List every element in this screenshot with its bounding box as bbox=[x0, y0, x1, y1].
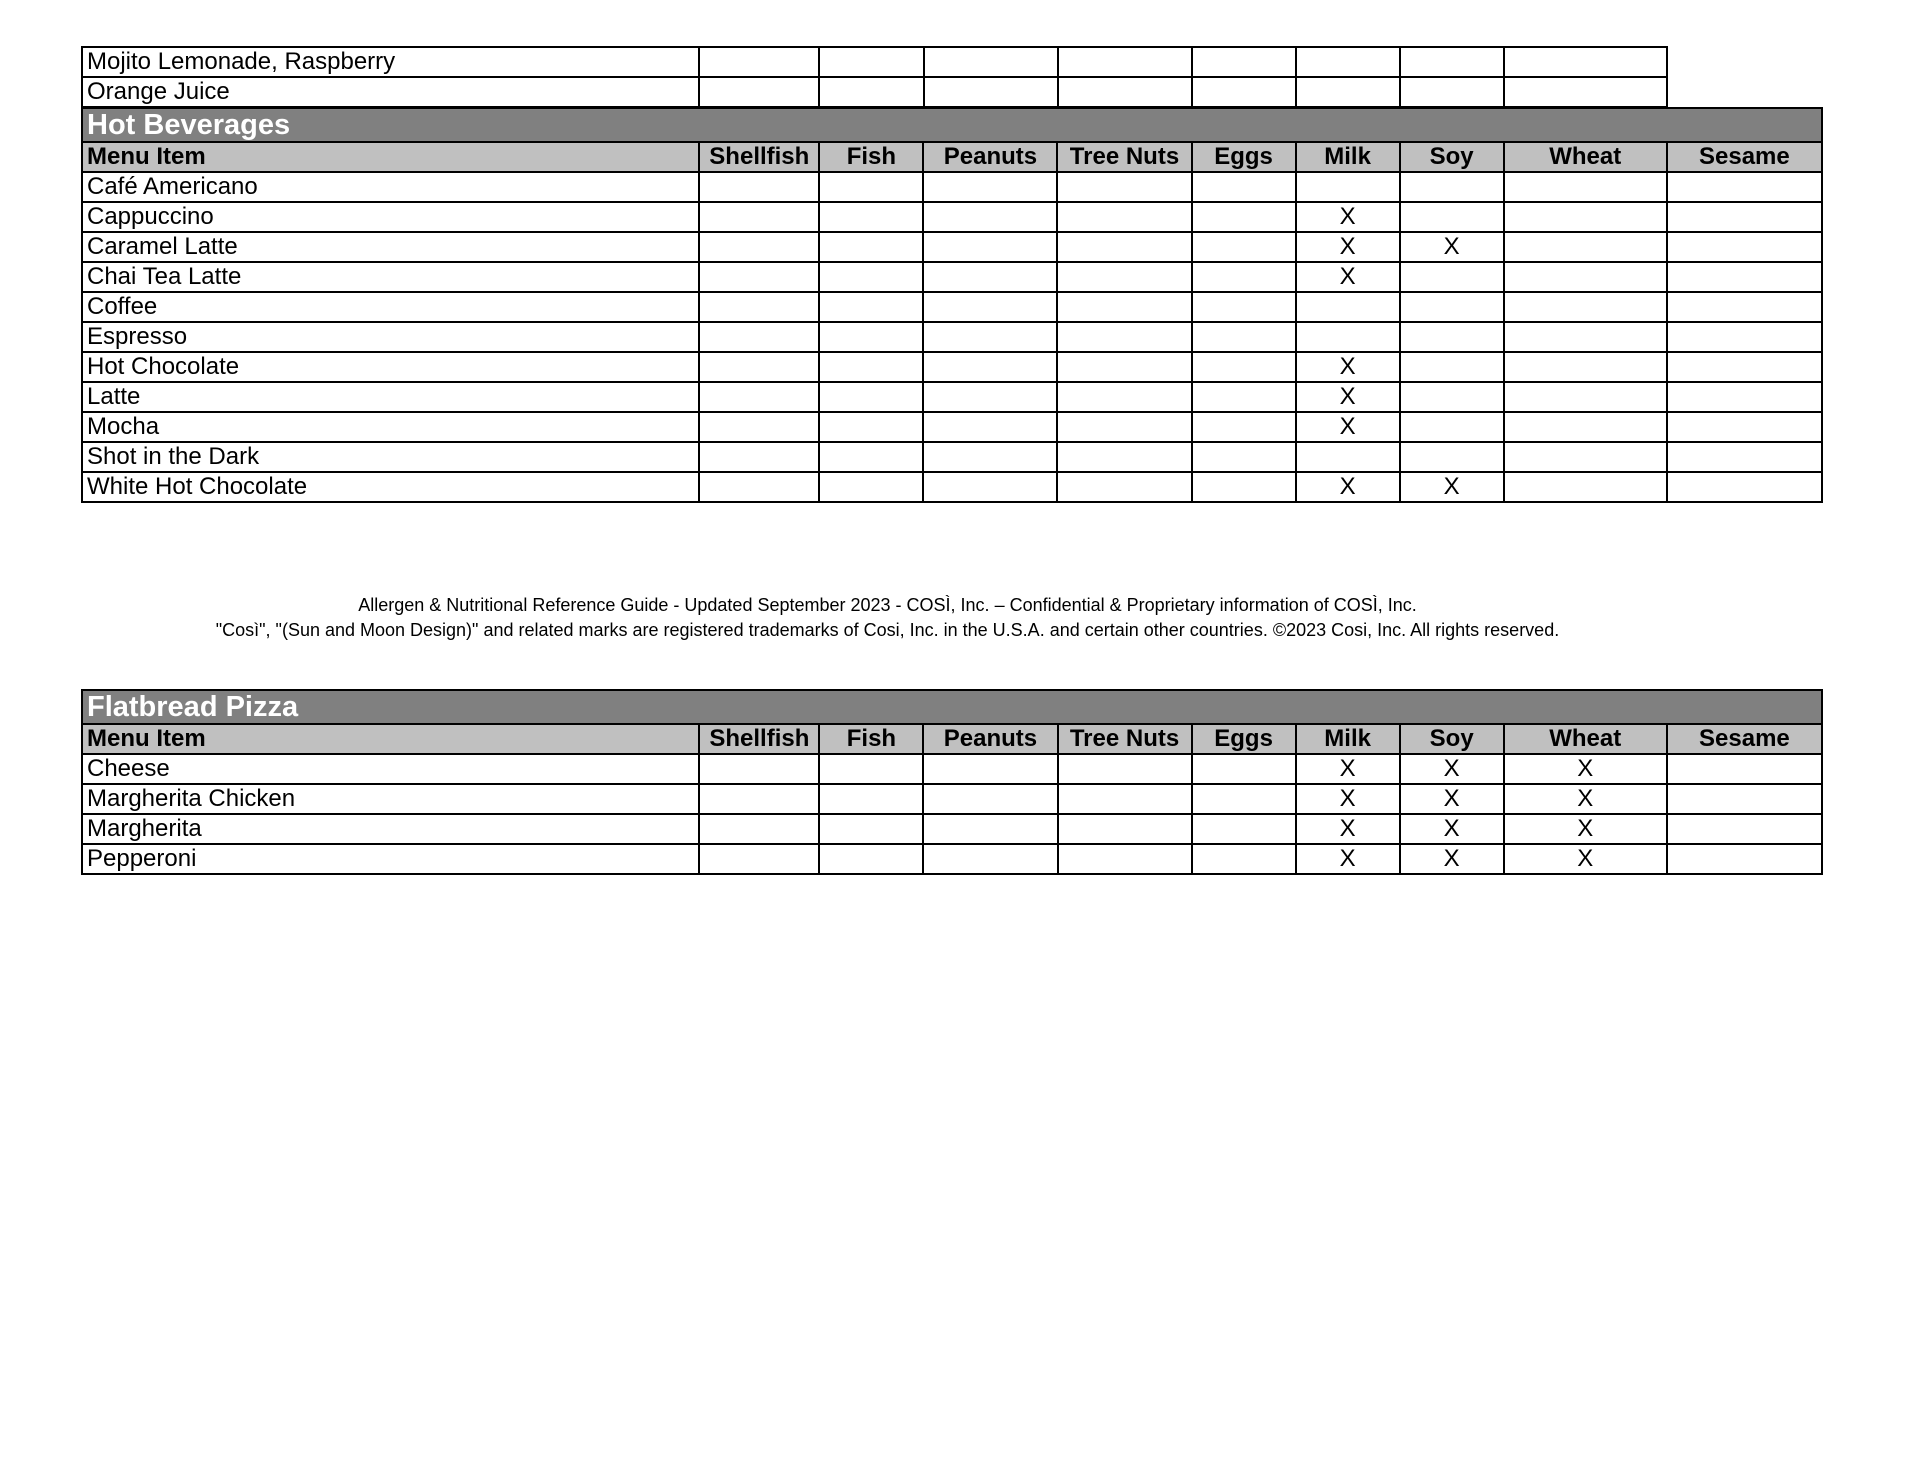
allergen-cell bbox=[1192, 442, 1296, 472]
allergen-cell bbox=[1400, 352, 1504, 382]
table-row bbox=[82, 322, 1822, 352]
allergen-cell bbox=[1400, 382, 1504, 412]
allergen-cell: X bbox=[1296, 754, 1400, 784]
allergen-cell bbox=[1667, 292, 1822, 322]
column-header-row bbox=[82, 142, 1822, 172]
table-row bbox=[82, 382, 1822, 412]
table-row bbox=[82, 442, 1822, 472]
column-header: Shellfish bbox=[699, 724, 819, 754]
allergen-cell bbox=[1400, 292, 1504, 322]
allergen-cell bbox=[819, 352, 923, 382]
allergen-cell: X bbox=[1296, 784, 1400, 814]
allergen-cell bbox=[1296, 172, 1400, 202]
allergen-cell bbox=[923, 472, 1057, 502]
allergen-cell bbox=[1667, 814, 1822, 844]
allergen-cell bbox=[924, 77, 1058, 107]
table-row bbox=[82, 412, 1822, 442]
table-row bbox=[82, 352, 1822, 382]
allergen-cell bbox=[699, 322, 819, 352]
allergen-cell bbox=[1057, 202, 1191, 232]
menu-item-name: White Hot Chocolate bbox=[82, 472, 699, 502]
section-title: Hot Beverages bbox=[82, 108, 1822, 142]
allergen-cell bbox=[1504, 262, 1667, 292]
allergen-cell bbox=[819, 784, 923, 814]
allergen-cell bbox=[1400, 47, 1504, 77]
allergen-cell bbox=[1504, 77, 1667, 107]
column-header: Soy bbox=[1400, 724, 1504, 754]
allergen-cell: X bbox=[1296, 352, 1400, 382]
allergen-cell bbox=[1667, 262, 1822, 292]
column-header: Sesame bbox=[1667, 142, 1822, 172]
allergen-cell bbox=[1192, 77, 1296, 107]
menu-item-name: Coffee bbox=[82, 292, 699, 322]
allergen-cell: X bbox=[1296, 472, 1400, 502]
column-header: Wheat bbox=[1504, 142, 1667, 172]
section-title: Flatbread Pizza bbox=[82, 690, 1822, 724]
allergen-cell bbox=[923, 442, 1057, 472]
allergen-cell bbox=[1057, 322, 1191, 352]
menu-item-name: Espresso bbox=[82, 322, 699, 352]
allergen-cell bbox=[819, 322, 923, 352]
menu-item-name: Margherita Chicken bbox=[82, 784, 699, 814]
allergen-cell bbox=[1192, 814, 1296, 844]
menu-item-name: Chai Tea Latte bbox=[82, 262, 699, 292]
allergen-cell bbox=[1057, 172, 1191, 202]
allergen-cell bbox=[1504, 47, 1667, 77]
allergen-cell bbox=[1057, 352, 1191, 382]
allergen-cell: X bbox=[1296, 202, 1400, 232]
allergen-cell bbox=[923, 382, 1057, 412]
allergen-cell bbox=[923, 754, 1057, 784]
allergen-cell bbox=[1058, 844, 1192, 874]
column-header-row bbox=[82, 724, 1822, 754]
allergen-cell: X bbox=[1400, 754, 1504, 784]
allergen-cell bbox=[1192, 844, 1296, 874]
allergen-cell: X bbox=[1400, 784, 1504, 814]
allergen-cell bbox=[819, 382, 923, 412]
column-header: Milk bbox=[1296, 142, 1400, 172]
flatbread-pizza-rows bbox=[82, 754, 1822, 874]
footer-line-2: "Così", "(Sun and Moon Design)" and related marks are registered trademarks of Cosi, Inc. in the U.S.A. and certain other countries. ©2023 Cosi, Inc. All rights reserved. bbox=[215, 620, 1560, 640]
allergen-cell: X bbox=[1504, 814, 1667, 844]
allergen-cell bbox=[1192, 412, 1296, 442]
allergen-cell bbox=[1192, 232, 1296, 262]
allergen-cell bbox=[1057, 382, 1191, 412]
table-row bbox=[82, 292, 1822, 322]
column-header: Peanuts bbox=[923, 724, 1057, 754]
column-header: Menu Item bbox=[82, 724, 699, 754]
menu-item-name: Cappuccino bbox=[82, 202, 699, 232]
allergen-cell bbox=[1667, 322, 1822, 352]
allergen-cell: X bbox=[1400, 472, 1504, 502]
menu-item-name: Margherita bbox=[82, 814, 699, 844]
allergen-cell bbox=[1058, 77, 1192, 107]
menu-item-name: Cheese bbox=[82, 754, 699, 784]
allergen-cell bbox=[1192, 292, 1296, 322]
allergen-cell bbox=[1667, 784, 1822, 814]
allergen-cell bbox=[699, 77, 819, 107]
allergen-cell bbox=[699, 47, 819, 77]
allergen-cell bbox=[1296, 292, 1400, 322]
allergen-cell bbox=[923, 262, 1057, 292]
table-row bbox=[82, 47, 1667, 77]
allergen-cell bbox=[1057, 262, 1191, 292]
allergen-cell bbox=[819, 262, 923, 292]
allergen-cell bbox=[1057, 292, 1191, 322]
table-row bbox=[82, 262, 1822, 292]
allergen-cell bbox=[819, 202, 923, 232]
allergen-cell bbox=[1192, 352, 1296, 382]
allergen-cell bbox=[699, 442, 819, 472]
allergen-cell bbox=[1296, 442, 1400, 472]
column-header: Eggs bbox=[1192, 142, 1296, 172]
allergen-cell: X bbox=[1296, 382, 1400, 412]
allergen-cell: X bbox=[1400, 844, 1504, 874]
allergen-cell: X bbox=[1296, 844, 1400, 874]
allergen-cell bbox=[1192, 322, 1296, 352]
menu-item-name: Shot in the Dark bbox=[82, 442, 699, 472]
allergen-cell bbox=[923, 232, 1057, 262]
allergen-cell bbox=[1504, 172, 1667, 202]
table-row bbox=[82, 814, 1822, 844]
allergen-cell bbox=[1400, 77, 1504, 107]
allergen-cell bbox=[1192, 172, 1296, 202]
allergen-cell bbox=[699, 202, 819, 232]
allergen-cell bbox=[1296, 322, 1400, 352]
menu-item-name: Mocha bbox=[82, 412, 699, 442]
allergen-cell bbox=[1296, 47, 1400, 77]
menu-item-name: Hot Chocolate bbox=[82, 352, 699, 382]
allergen-cell bbox=[1504, 232, 1667, 262]
allergen-cell bbox=[923, 814, 1057, 844]
allergen-cell: X bbox=[1400, 814, 1504, 844]
footer-line-1: Allergen & Nutritional Reference Guide - Updated September 2023 - COSÌ, Inc. – Confidential & Proprietary information of COSÌ, Inc. bbox=[358, 595, 1417, 615]
column-header: Soy bbox=[1400, 142, 1504, 172]
allergen-cell: X bbox=[1296, 814, 1400, 844]
allergen-cell bbox=[1058, 814, 1192, 844]
allergen-cell bbox=[924, 47, 1058, 77]
allergen-cell bbox=[819, 232, 923, 262]
section-header-row bbox=[82, 108, 1822, 142]
column-header: Tree Nuts bbox=[1058, 724, 1192, 754]
allergen-cell bbox=[699, 844, 819, 874]
allergen-cell bbox=[1058, 754, 1192, 784]
allergen-cell bbox=[819, 412, 923, 442]
allergen-cell bbox=[699, 784, 819, 814]
allergen-cell bbox=[699, 754, 819, 784]
allergen-cell bbox=[1504, 412, 1667, 442]
allergen-cell bbox=[1667, 754, 1822, 784]
allergen-cell bbox=[1192, 784, 1296, 814]
allergen-cell: X bbox=[1296, 262, 1400, 292]
column-header: Menu Item bbox=[82, 142, 699, 172]
allergen-cell bbox=[1058, 784, 1192, 814]
table-row bbox=[82, 172, 1822, 202]
allergen-cell bbox=[699, 262, 819, 292]
allergen-cell bbox=[1504, 442, 1667, 472]
table-row bbox=[82, 844, 1822, 874]
allergen-cell: X bbox=[1504, 784, 1667, 814]
column-header: Shellfish bbox=[699, 142, 819, 172]
allergen-cell bbox=[923, 172, 1057, 202]
allergen-cell bbox=[1667, 442, 1822, 472]
allergen-cell bbox=[1192, 382, 1296, 412]
column-header: Fish bbox=[819, 724, 923, 754]
column-header: Milk bbox=[1296, 724, 1400, 754]
table-row bbox=[82, 784, 1822, 814]
carryover-table bbox=[81, 46, 1668, 108]
allergen-cell bbox=[923, 202, 1057, 232]
menu-item-name: Mojito Lemonade, Raspberry bbox=[82, 47, 699, 77]
flatbread-pizza-table bbox=[81, 689, 1823, 875]
allergen-cell bbox=[923, 844, 1057, 874]
allergen-cell bbox=[923, 784, 1057, 814]
allergen-cell bbox=[1504, 202, 1667, 232]
allergen-cell bbox=[1057, 232, 1191, 262]
allergen-cell bbox=[1667, 202, 1822, 232]
allergen-cell bbox=[1057, 472, 1191, 502]
allergen-cell bbox=[1400, 172, 1504, 202]
carryover-rows bbox=[82, 47, 1667, 107]
allergen-cell bbox=[699, 412, 819, 442]
table-row bbox=[82, 202, 1822, 232]
allergen-cell: X bbox=[1504, 844, 1667, 874]
column-header: Peanuts bbox=[923, 142, 1057, 172]
allergen-cell bbox=[819, 754, 923, 784]
allergen-cell bbox=[1504, 472, 1667, 502]
table-row bbox=[82, 232, 1822, 262]
allergen-cell: X bbox=[1504, 754, 1667, 784]
allergen-cell bbox=[699, 292, 819, 322]
allergen-cell bbox=[1192, 47, 1296, 77]
allergen-cell bbox=[819, 47, 923, 77]
allergen-cell bbox=[1667, 844, 1822, 874]
allergen-cell bbox=[1667, 412, 1822, 442]
allergen-cell bbox=[923, 412, 1057, 442]
allergen-cell bbox=[1057, 442, 1191, 472]
allergen-cell bbox=[1667, 382, 1822, 412]
menu-item-name: Latte bbox=[82, 382, 699, 412]
allergen-cell bbox=[1504, 322, 1667, 352]
menu-item-name: Café Americano bbox=[82, 172, 699, 202]
menu-item-name: Orange Juice bbox=[82, 77, 699, 107]
menu-item-name: Pepperoni bbox=[82, 844, 699, 874]
allergen-cell bbox=[1296, 77, 1400, 107]
allergen-cell bbox=[819, 292, 923, 322]
hot-beverages-rows bbox=[82, 172, 1822, 502]
allergen-cell bbox=[923, 322, 1057, 352]
allergen-cell bbox=[1400, 202, 1504, 232]
allergen-cell bbox=[1667, 472, 1822, 502]
table-row bbox=[82, 472, 1822, 502]
allergen-cell bbox=[1058, 47, 1192, 77]
allergen-cell bbox=[1504, 382, 1667, 412]
allergen-cell bbox=[1400, 442, 1504, 472]
allergen-cell bbox=[1057, 412, 1191, 442]
allergen-cell bbox=[819, 442, 923, 472]
allergen-cell bbox=[819, 172, 923, 202]
allergen-cell bbox=[699, 172, 819, 202]
allergen-cell bbox=[699, 232, 819, 262]
column-header: Tree Nuts bbox=[1057, 142, 1191, 172]
column-header: Eggs bbox=[1192, 724, 1296, 754]
allergen-cell bbox=[1192, 262, 1296, 292]
column-header: Fish bbox=[819, 142, 923, 172]
hot-beverages-table bbox=[81, 107, 1823, 503]
table-row bbox=[82, 77, 1667, 107]
allergen-cell bbox=[1192, 754, 1296, 784]
allergen-cell bbox=[1667, 172, 1822, 202]
allergen-cell bbox=[1400, 412, 1504, 442]
allergen-cell bbox=[699, 814, 819, 844]
allergen-cell bbox=[923, 352, 1057, 382]
allergen-cell bbox=[819, 844, 923, 874]
allergen-cell bbox=[699, 382, 819, 412]
allergen-cell bbox=[1192, 202, 1296, 232]
allergen-cell bbox=[923, 292, 1057, 322]
allergen-cell bbox=[699, 352, 819, 382]
column-header: Wheat bbox=[1504, 724, 1667, 754]
column-header: Sesame bbox=[1667, 724, 1822, 754]
allergen-cell bbox=[819, 472, 923, 502]
allergen-cell bbox=[1192, 472, 1296, 502]
section-header-row bbox=[82, 690, 1822, 724]
allergen-cell bbox=[1400, 262, 1504, 292]
allergen-cell bbox=[1504, 352, 1667, 382]
allergen-cell bbox=[1504, 292, 1667, 322]
allergen-cell: X bbox=[1296, 412, 1400, 442]
allergen-cell bbox=[1667, 352, 1822, 382]
allergen-cell: X bbox=[1400, 232, 1504, 262]
allergen-cell bbox=[699, 472, 819, 502]
allergen-cell bbox=[1667, 232, 1822, 262]
allergen-cell bbox=[819, 814, 923, 844]
allergen-cell bbox=[1400, 322, 1504, 352]
menu-item-name: Caramel Latte bbox=[82, 232, 699, 262]
allergen-cell bbox=[819, 77, 923, 107]
table-row bbox=[82, 754, 1822, 784]
allergen-cell: X bbox=[1296, 232, 1400, 262]
